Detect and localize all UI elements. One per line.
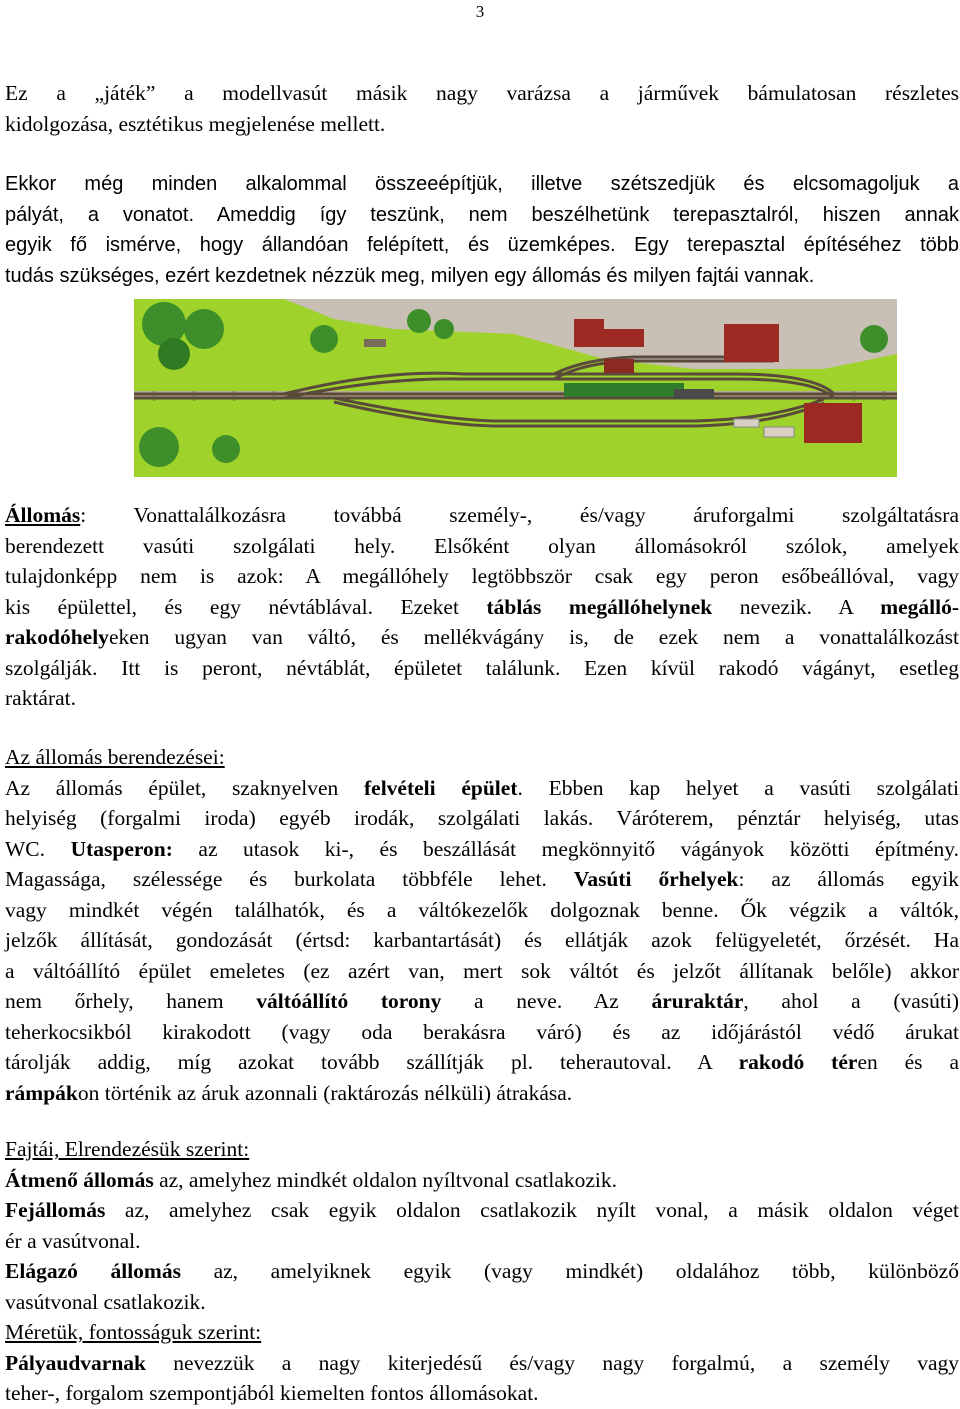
text-line: tulajdonképp nem is azok: A megállóhely legtöbbször csak egy peron esőbeállóval, vagy — [5, 564, 959, 588]
text-line: tudás szükséges, ezért kezdetnek nézzük meg, milyen egy állomás és milyen fajtái vannak. — [5, 264, 815, 287]
station-roof — [604, 319, 644, 329]
text-line: nem őrhely, hanem váltóállító torony a neve. Az áruraktár, ahol a (vasúti) — [5, 989, 959, 1013]
text-line: Ekkor még minden alkalommal összeeépítjük, illetve szétszedjük és elcsomagoljuk a — [5, 173, 959, 195]
meretuk-section — [5, 1317, 959, 1409]
text-line: teherkocsikból kirakodott (vagy oda berakásra váró) és az időjárástól védő árukat — [5, 1019, 959, 1044]
red-building — [724, 324, 779, 362]
text-line: rakodóhelyeken ugyan van váltó, és mellékvágány is, de ezek nem a vonattalálkozást — [5, 625, 959, 649]
text-line: jelzők állítását, gondozását (értsd: karbantartását) és ellátják azok felügyeletét, őrzését. Ha — [5, 928, 959, 952]
section-heading: Méretük, fontosságuk szerint: — [5, 1320, 262, 1344]
text-line: Pályaudvarnak nevezzük a nagy kiterjedésű és/vagy nagy forgalmú, a személy vagy — [5, 1350, 959, 1375]
text-line: WC. Utasperon: az utasok ki-, és beszállását megkönnyitő vágányok közötti építmény. — [5, 836, 960, 861]
text-line: Az állomás épület, szaknyelven felvételi épület. Ebben kap helyet a vasúti szolgálati — [5, 775, 959, 800]
text-line: Ez a „játék” a modellvasút másik nagy varázsa a járművek bámulatosan részletes — [5, 81, 959, 105]
text-line: ér a vasútvonal. — [5, 1228, 141, 1253]
bench — [364, 339, 386, 347]
red-shed — [604, 359, 634, 373]
text-line: a váltóállító épület emeletes (ez azért van, mert sok váltót és jelzőt állítanak belőle) akkor — [5, 958, 959, 983]
text-line: Fejállomás az, amelyhez csak egyik oldalon csatlakozik nyílt vonal, a másik oldalon véget — [5, 1198, 959, 1222]
text-line: teher-, forgalom szempontjából kiemelten fontos állomásokat. — [5, 1381, 539, 1405]
text-line: kis épülettel, és egy névtáblával. Ezeket táblás megállóhelynek nevezik. A megálló- — [5, 594, 960, 619]
intro-paragraph-1 — [5, 78, 959, 139]
text-line: Magassága, szélessége és burkolata többféle lehet. Vasúti őrhelyek: az állomás egyik — [5, 867, 959, 891]
green-train — [564, 383, 684, 397]
text-line: szolgálják. Itt is peront, névtáblát, épületet találunk. Ezen kívül rakodó vágányt, esetleg — [5, 655, 959, 680]
text-line: vagy mindkét végén találhatók, és a váltókezelők dolgoznak benne. Ők végzik a váltók, — [5, 897, 959, 922]
text-line: helyiség (forgalmi iroda) egyéb irodák, szolgálati lakás. Váróterem, pénztár helyiség, utas — [5, 806, 959, 830]
section-heading: Az állomás berendezései: — [5, 745, 225, 769]
page-number: 3 — [475, 2, 485, 21]
text-line: Állomás: Vonattalálkozásra továbbá személy-, és/vagy áruforgalmi szolgáltatásra — [5, 503, 959, 527]
text-line: raktárat. — [5, 686, 77, 710]
text-line: Átmenő állomás az, amelyhez mindkét oldalon nyíltvonal csatlakozik. — [5, 1167, 618, 1192]
red-building — [804, 403, 862, 443]
intro-paragraph-2 — [5, 169, 959, 291]
text-line: tárolják addig, míg azokat tovább szállítják pl. teherautoval. A rakodó téren és a — [5, 1050, 960, 1074]
text-line: berendezett vasúti szolgálati hely. Elsőként olyan állomásokról szólok, amelyek — [5, 533, 959, 558]
text-line: rámpákon történik az áruk azonnali (raktározás nélküli) átrakása. — [5, 1080, 573, 1105]
text-line: kidolgozása, esztétikus megjelenése mellett. — [5, 111, 386, 136]
fajtai-section — [5, 1134, 959, 1317]
berendezesek-section — [5, 742, 959, 1108]
allomas-paragraph — [5, 500, 959, 714]
text-line: Elágazó állomás az, amelyiknek egyik (vagy mindkét) oldalához több, különböző — [5, 1259, 959, 1283]
text-line: pályát, a vonatot. Ameddig így teszünk, nem beszélhetünk terepasztalról, hiszen annak — [5, 203, 959, 226]
text-line: vasútvonal csatlakozik. — [5, 1289, 206, 1314]
section-heading: Fajtái, Elrendezésük szerint: — [5, 1137, 250, 1161]
text-line: egyik fő ismérve, hogy állandóan felépített, és üzemképes. Egy terepasztal építéséhez több — [5, 234, 959, 256]
dark-wagon — [674, 389, 714, 399]
railway-layout-image — [134, 299, 897, 477]
